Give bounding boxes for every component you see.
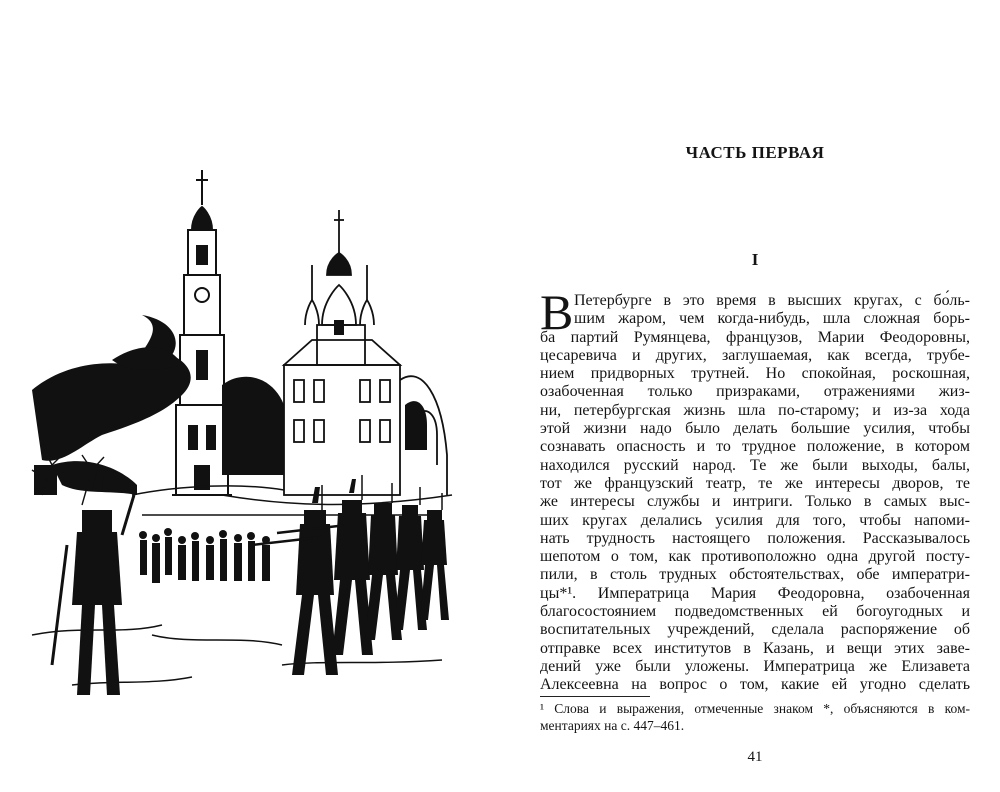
footnote <box>540 700 970 734</box>
text-line: сознавать опасность и то трудное положение, в котором <box>540 438 970 456</box>
right-page <box>540 0 970 792</box>
text-line: отправке всех институтов в Казань, и вещи этих заве- <box>540 639 970 657</box>
text-line: ших кругах делались усилия для того, чтобы напоми- <box>540 511 970 529</box>
text-line: озабоченная только призраками, отражениями жиз- <box>540 383 970 401</box>
text-line: нием придворных трутней. Но спокойная, роскошная, <box>540 365 970 383</box>
text-line: дений уже были уложены. Императрица же Елизавета <box>540 657 970 675</box>
text-line: же интересы службы и интриги. Только в самых выс- <box>540 493 970 511</box>
part-title: ЧАСТЬ ПЕРВАЯ <box>685 143 825 162</box>
illustration-church-and-soldiers <box>22 165 482 725</box>
footnote-rule <box>540 696 650 697</box>
text-line: ни, петербургская жизнь шла по-старому; и из-за хода <box>540 401 970 419</box>
footnote-line: ментариях на с. 447–461. <box>540 718 685 733</box>
drop-cap: В <box>540 284 574 340</box>
text-line: находился русский народ. Те же были выходы, балы, <box>540 456 970 474</box>
text-line: воспитательных учреждений, сделала распоряжение об <box>540 621 970 639</box>
text-line: пили, в столь трудных обстоятельствах, обе императри- <box>540 566 970 584</box>
text-line: этой жизни надо было делать большие усилия, чтобы <box>540 420 970 438</box>
chapter-body-text <box>540 284 970 695</box>
text-line: шим жаром, чем когда-нибудь, шла сложная борь- <box>574 310 970 328</box>
text-line: Петербурге в это время в высших кругах, с бо́ль- <box>574 292 970 309</box>
text-line: тот же французский театр, те же интересы дворов, те <box>540 474 970 492</box>
chapter-number: I <box>751 250 759 269</box>
text-line: нать трудность настоящего положения. Рассказывалось <box>540 529 970 547</box>
text-line: благосостоянием подведомственных ей богоугодных и <box>540 603 970 621</box>
text-line: ба партий Румянцева, французов, Марии Феодоровны, <box>540 328 970 346</box>
page-number: 41 <box>747 749 763 765</box>
text-line: шепотом о том, как противоположно одна другой посту- <box>540 548 970 566</box>
footnote-line: ¹ Слова и выражения, отмеченные знаком *, объясняются в ком- <box>540 701 970 716</box>
text-line: цы*¹. Императрица Мария Феодоровна, озабоченная <box>540 584 970 602</box>
text-line: цесаревича и других, заглушаемая, как всегда, трубе- <box>540 346 970 364</box>
text-line: Алексеевна на вопрос о том, какие ей угодно сделать <box>540 676 970 694</box>
